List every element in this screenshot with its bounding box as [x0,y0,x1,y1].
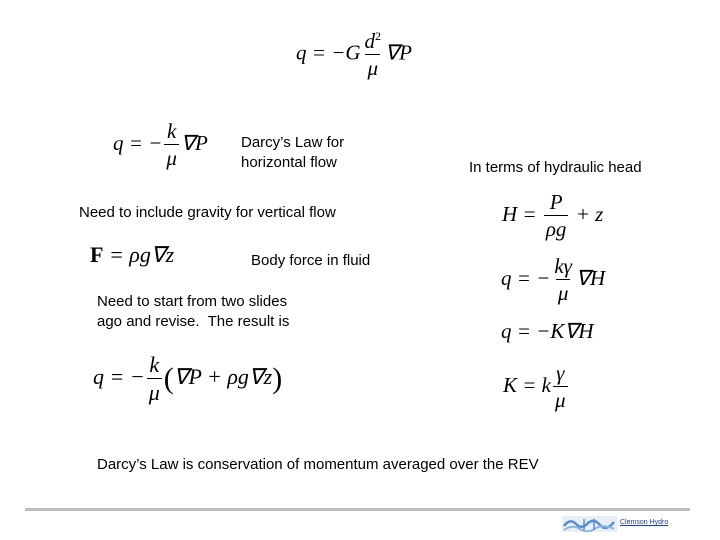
footer-rule [25,508,690,511]
label-revise: Need to start from two slides ago and revise. The result is [97,293,290,330]
equation-body-force: F = ρg∇z [90,242,175,267]
clemson-hydro-logo [562,514,682,534]
equation-darcy-horizontal: q = − $\frac{k}{\mu}$ ∇P [113,119,208,170]
logo-text: Clemson Hydro [620,519,669,526]
equation-head: H = $\frac{P}{\rho g}$ + z [502,190,604,241]
label-conclusion: Darcy’s Law is conservation of momentum averaged over the REV [97,456,539,473]
equation-q-head: q = − $\frac{k\gamma}{\mu}$ ∇H [501,254,606,305]
equation-q-K: q = −K∇H [501,319,594,343]
equation-top: q = −G $\frac{d^2}{\mu}$ ∇P [296,29,412,80]
equation-result: q = − $\frac{k}{\mu}$ (∇P + ρg∇z) [93,352,283,405]
label-darcy-horizontal: Darcy’s Law for horizontal flow [241,134,345,171]
label-gravity-vertical: Need to include gravity for vertical flow [79,204,336,221]
label-body-force: Body force in fluid [251,252,371,269]
equation-K: K = k $\frac{\gamma}{\mu}$ [503,361,566,412]
label-hydraulic-head: In terms of hydraulic head [469,159,642,176]
